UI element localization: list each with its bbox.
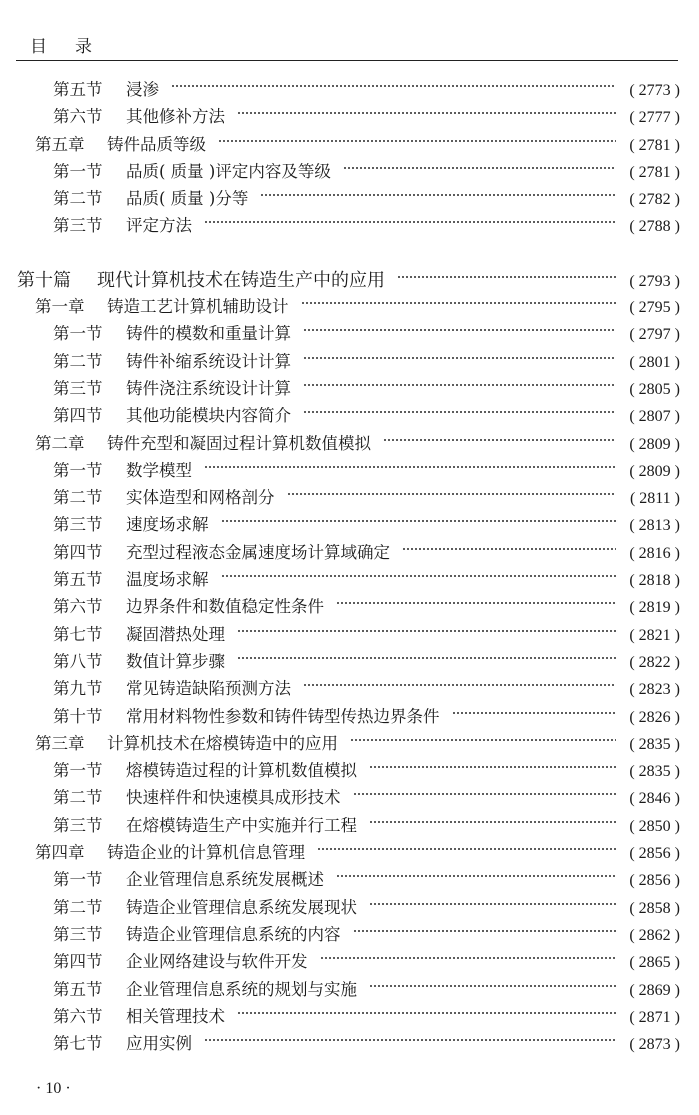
toc-section-entry[interactable] [0,593,699,620]
toc-entry-page: ( 2793 ) [629,272,680,290]
dot-leader [353,926,617,936]
dot-leader [237,626,616,636]
toc-entry-number: 第七节 [53,624,103,644]
toc-entry-page: ( 2819 ) [629,599,680,617]
toc-entry-title: 铸造企业管理信息系统的内容 [126,924,341,944]
toc-section-entry[interactable] [0,511,699,538]
toc-entry-title: 铸件补缩系统设计计算 [126,351,291,371]
toc-entry-title: 温度场求解 [126,570,209,590]
toc-entry-title: 铸造企业的计算机信息管理 [107,843,305,863]
toc-entry-title: 实体造型和网格剖分 [126,488,275,508]
toc-entry-title: 铸造企业管理信息系统发展现状 [126,897,357,917]
toc-entry-number: 第二节 [53,897,103,917]
toc-entry-number: 第二节 [53,788,103,808]
dot-leader [260,190,616,200]
toc-section-entry[interactable] [0,457,699,484]
toc-section-entry[interactable] [0,894,699,921]
toc-entry-title: 相关管理技术 [126,1006,225,1026]
toc-section-entry[interactable] [0,812,699,839]
toc-entry-number: 第四章 [35,843,85,863]
toc-entry-page: ( 2835 ) [629,763,680,781]
dot-leader [353,789,617,799]
toc-entry-number: 第九节 [53,679,103,699]
toc-section-entry[interactable] [0,76,699,103]
toc-entry-title: 在熔模铸造生产中实施并行工程 [126,815,357,835]
toc-chapter-entry[interactable] [0,131,699,158]
header-rule [16,60,678,61]
dot-leader [303,380,616,390]
toc-section-entry[interactable] [0,348,699,375]
toc-entry-number: 第三节 [53,924,103,944]
toc-entry-number: 第七节 [53,1034,103,1054]
dot-leader [336,598,616,608]
toc-section-entry[interactable] [0,648,699,675]
toc-entry-title: 企业网络建设与软件开发 [126,952,308,972]
toc-entry-title: 铸件充型和凝固过程计算机数值模拟 [107,433,371,453]
toc-entry-title: 企业管理信息系统发展概述 [126,870,324,890]
toc-entry-number: 第三节 [53,378,103,398]
toc-entry-page: ( 2816 ) [629,544,680,562]
toc-entry-number: 第十节 [53,706,103,726]
dot-leader [343,163,616,173]
dot-leader [303,353,616,363]
dot-leader [287,489,617,499]
toc-entry-number: 第一节 [53,161,103,181]
toc-entry-number: 第五章 [35,134,85,154]
toc-section-entry[interactable] [0,757,699,784]
toc-section-entry[interactable] [0,103,699,130]
toc-entry-number: 第一节 [53,761,103,781]
toc-section-entry[interactable] [0,320,699,347]
toc-entry-number: 第四节 [53,542,103,562]
toc-entry-page: ( 2797 ) [629,326,680,344]
toc-entry-title: 应用实例 [126,1034,192,1054]
dot-leader [221,516,617,526]
toc-entry-title: 现代计算机技术在铸造生产中的应用 [97,269,385,291]
toc-entry-number: 第五节 [53,80,103,99]
toc-entry-title: 数学模型 [126,460,192,480]
toc-section-entry[interactable] [0,621,699,648]
dot-leader [303,680,616,690]
toc-entry-number: 第一章 [35,297,85,317]
toc-entry-page: ( 2862 ) [629,926,680,944]
toc-entry-number: 第二节 [53,189,103,209]
toc-section-entry[interactable] [0,784,699,811]
toc-section-entry[interactable] [0,566,699,593]
toc-section-entry[interactable] [0,539,699,566]
toc-entry-page: ( 2795 ) [629,299,680,317]
toc-chapter-entry[interactable] [0,293,699,320]
toc-entry-page: ( 2809 ) [629,462,680,480]
toc-entry-page: ( 2809 ) [629,435,680,453]
toc-section-entry[interactable] [0,402,699,429]
toc-part-entry[interactable] [0,266,699,293]
toc-entry-title: 熔模铸造过程的计算机数值模拟 [126,761,357,781]
toc-entry-page: ( 2788 ) [629,218,680,236]
toc-entry-title: 快速样件和快速模具成形技术 [126,788,341,808]
toc-entry-title: 铸件浇注系统设计计算 [126,378,291,398]
dot-leader [221,571,617,581]
toc-entry-number: 第一节 [53,460,103,480]
toc-section-entry[interactable] [0,675,699,702]
dot-leader [303,407,616,417]
toc-entry-page: ( 2777 ) [629,109,680,127]
toc-entry-page: ( 2871 ) [629,1008,680,1026]
toc-entry-title: 品质( 质量 )评定内容及等级 [126,161,331,181]
dot-leader [237,1008,616,1018]
toc-entry-number: 第二章 [35,433,85,453]
dot-leader [402,544,616,554]
toc-entry-title: 浸渗 [126,80,159,99]
toc-entry-page: ( 2813 ) [629,517,680,535]
dot-leader [397,272,616,282]
toc-entry-number: 第四节 [53,952,103,972]
dot-leader [317,844,616,854]
page-header-title: 目录 [30,37,120,57]
dot-leader [204,1035,616,1045]
toc-entry-page: ( 2811 ) [629,490,680,508]
toc-entry-page: ( 2865 ) [629,954,680,972]
toc-entry-title: 计算机技术在熔模铸造中的应用 [107,733,338,753]
dot-leader [369,899,616,909]
toc-entry-number: 第三节 [53,815,103,835]
toc-entry-title: 铸件的模数和重量计算 [126,324,291,344]
toc-section-entry[interactable] [0,375,699,402]
toc-entry-page: ( 2858 ) [629,899,680,917]
toc-entry-title: 速度场求解 [126,515,209,535]
toc-entry-page: ( 2801 ) [629,353,680,371]
toc-entry-number: 第五节 [53,979,103,999]
dot-leader [369,762,616,772]
dot-leader [452,708,617,718]
toc-entry-number: 第四节 [53,406,103,426]
dot-leader [369,817,616,827]
toc-chapter-entry[interactable] [0,730,699,757]
dot-leader [204,462,616,472]
toc-entry-number: 第六节 [53,107,103,127]
toc-entry-title: 常用材料物性参数和铸件铸型传热边界条件 [126,706,440,726]
toc-entry-title: 其他功能模块内容简介 [126,406,291,426]
toc-entry-number: 第三节 [53,216,103,236]
toc-entry-page: ( 2818 ) [629,572,680,590]
toc-entry-number: 第二节 [53,351,103,371]
toc-chapter-entry[interactable] [0,430,699,457]
dot-leader [336,871,616,881]
toc-entry-title: 企业管理信息系统的规划与实施 [126,979,357,999]
toc-entry-page: ( 2823 ) [629,681,680,699]
toc-section-entry[interactable] [0,484,699,511]
dot-leader [320,953,617,963]
toc-entry-number: 第十篇 [17,269,71,291]
toc-entry-page: ( 2856 ) [629,845,680,863]
toc-chapter-entry[interactable] [0,839,699,866]
toc-entry-page: ( 2856 ) [629,872,680,890]
dot-leader [350,735,616,745]
toc-entry-page: ( 2822 ) [629,653,680,671]
dot-leader [301,298,617,308]
toc-entry-page: ( 2781 ) [629,136,680,154]
toc-section-entry[interactable] [0,948,699,975]
toc-section-entry[interactable] [0,158,699,185]
toc-entry-page: ( 2826 ) [629,708,680,726]
dot-leader [383,435,616,445]
toc-section-entry[interactable] [0,212,699,239]
toc-section-entry[interactable] [0,921,699,948]
dot-leader [369,981,616,991]
toc-entry-title: 凝固潜热处理 [126,624,225,644]
toc-section-entry[interactable] [0,1030,699,1057]
toc-entry-number: 第六节 [53,1006,103,1026]
toc-entry-page: ( 2821 ) [629,626,680,644]
toc-entry-title: 数值计算步骤 [126,651,225,671]
toc-entry-title: 充型过程液态金属速度场计算域确定 [126,542,390,562]
toc-entry-title: 评定方法 [126,216,192,236]
toc-entry-number: 第一节 [53,870,103,890]
toc-entry-title: 铸件品质等级 [107,134,206,154]
toc-section-entry[interactable] [0,1003,699,1030]
toc-entry-number: 第五节 [53,570,103,590]
toc-section-entry[interactable] [0,185,699,212]
page-number: · 10 · [36,1080,71,1097]
dot-leader [218,136,616,146]
toc-entry-title: 品质( 质量 )分等 [126,189,249,209]
toc-entry-number: 第三节 [53,515,103,535]
toc-entry-title: 其他修补方法 [126,107,225,127]
toc-entry-title: 边界条件和数值稳定性条件 [126,597,324,617]
toc-entry-number: 第一节 [53,324,103,344]
toc-entry-page: ( 2869 ) [629,981,680,999]
table-of-contents [0,76,699,1057]
toc-entry-number: 第六节 [53,597,103,617]
dot-leader [204,217,616,227]
toc-section-entry[interactable] [0,703,699,730]
dot-leader [303,325,616,335]
toc-entry-page: ( 2850 ) [629,817,680,835]
toc-entry-number: 第二节 [53,488,103,508]
toc-entry-number: 第三章 [35,733,85,753]
toc-entry-page: ( 2873 ) [629,1036,680,1054]
dot-leader [171,81,616,91]
toc-entry-page: ( 2781 ) [629,163,680,181]
dot-leader [237,108,616,118]
toc-entry-title: 常见铸造缺陷预测方法 [126,679,291,699]
toc-section-entry[interactable] [0,866,699,893]
dot-leader [237,653,616,663]
toc-entry-page: ( 2835 ) [629,735,680,753]
toc-entry-page: ( 2782 ) [629,191,680,209]
toc-entry-page: ( 2807 ) [629,408,680,426]
toc-entry-page: ( 2773 ) [629,82,680,99]
toc-entry-page: ( 2805 ) [629,380,680,398]
toc-section-entry[interactable] [0,976,699,1003]
toc-entry-page: ( 2846 ) [629,790,680,808]
toc-entry-title: 铸造工艺计算机辅助设计 [107,297,289,317]
toc-entry-number: 第八节 [53,651,103,671]
